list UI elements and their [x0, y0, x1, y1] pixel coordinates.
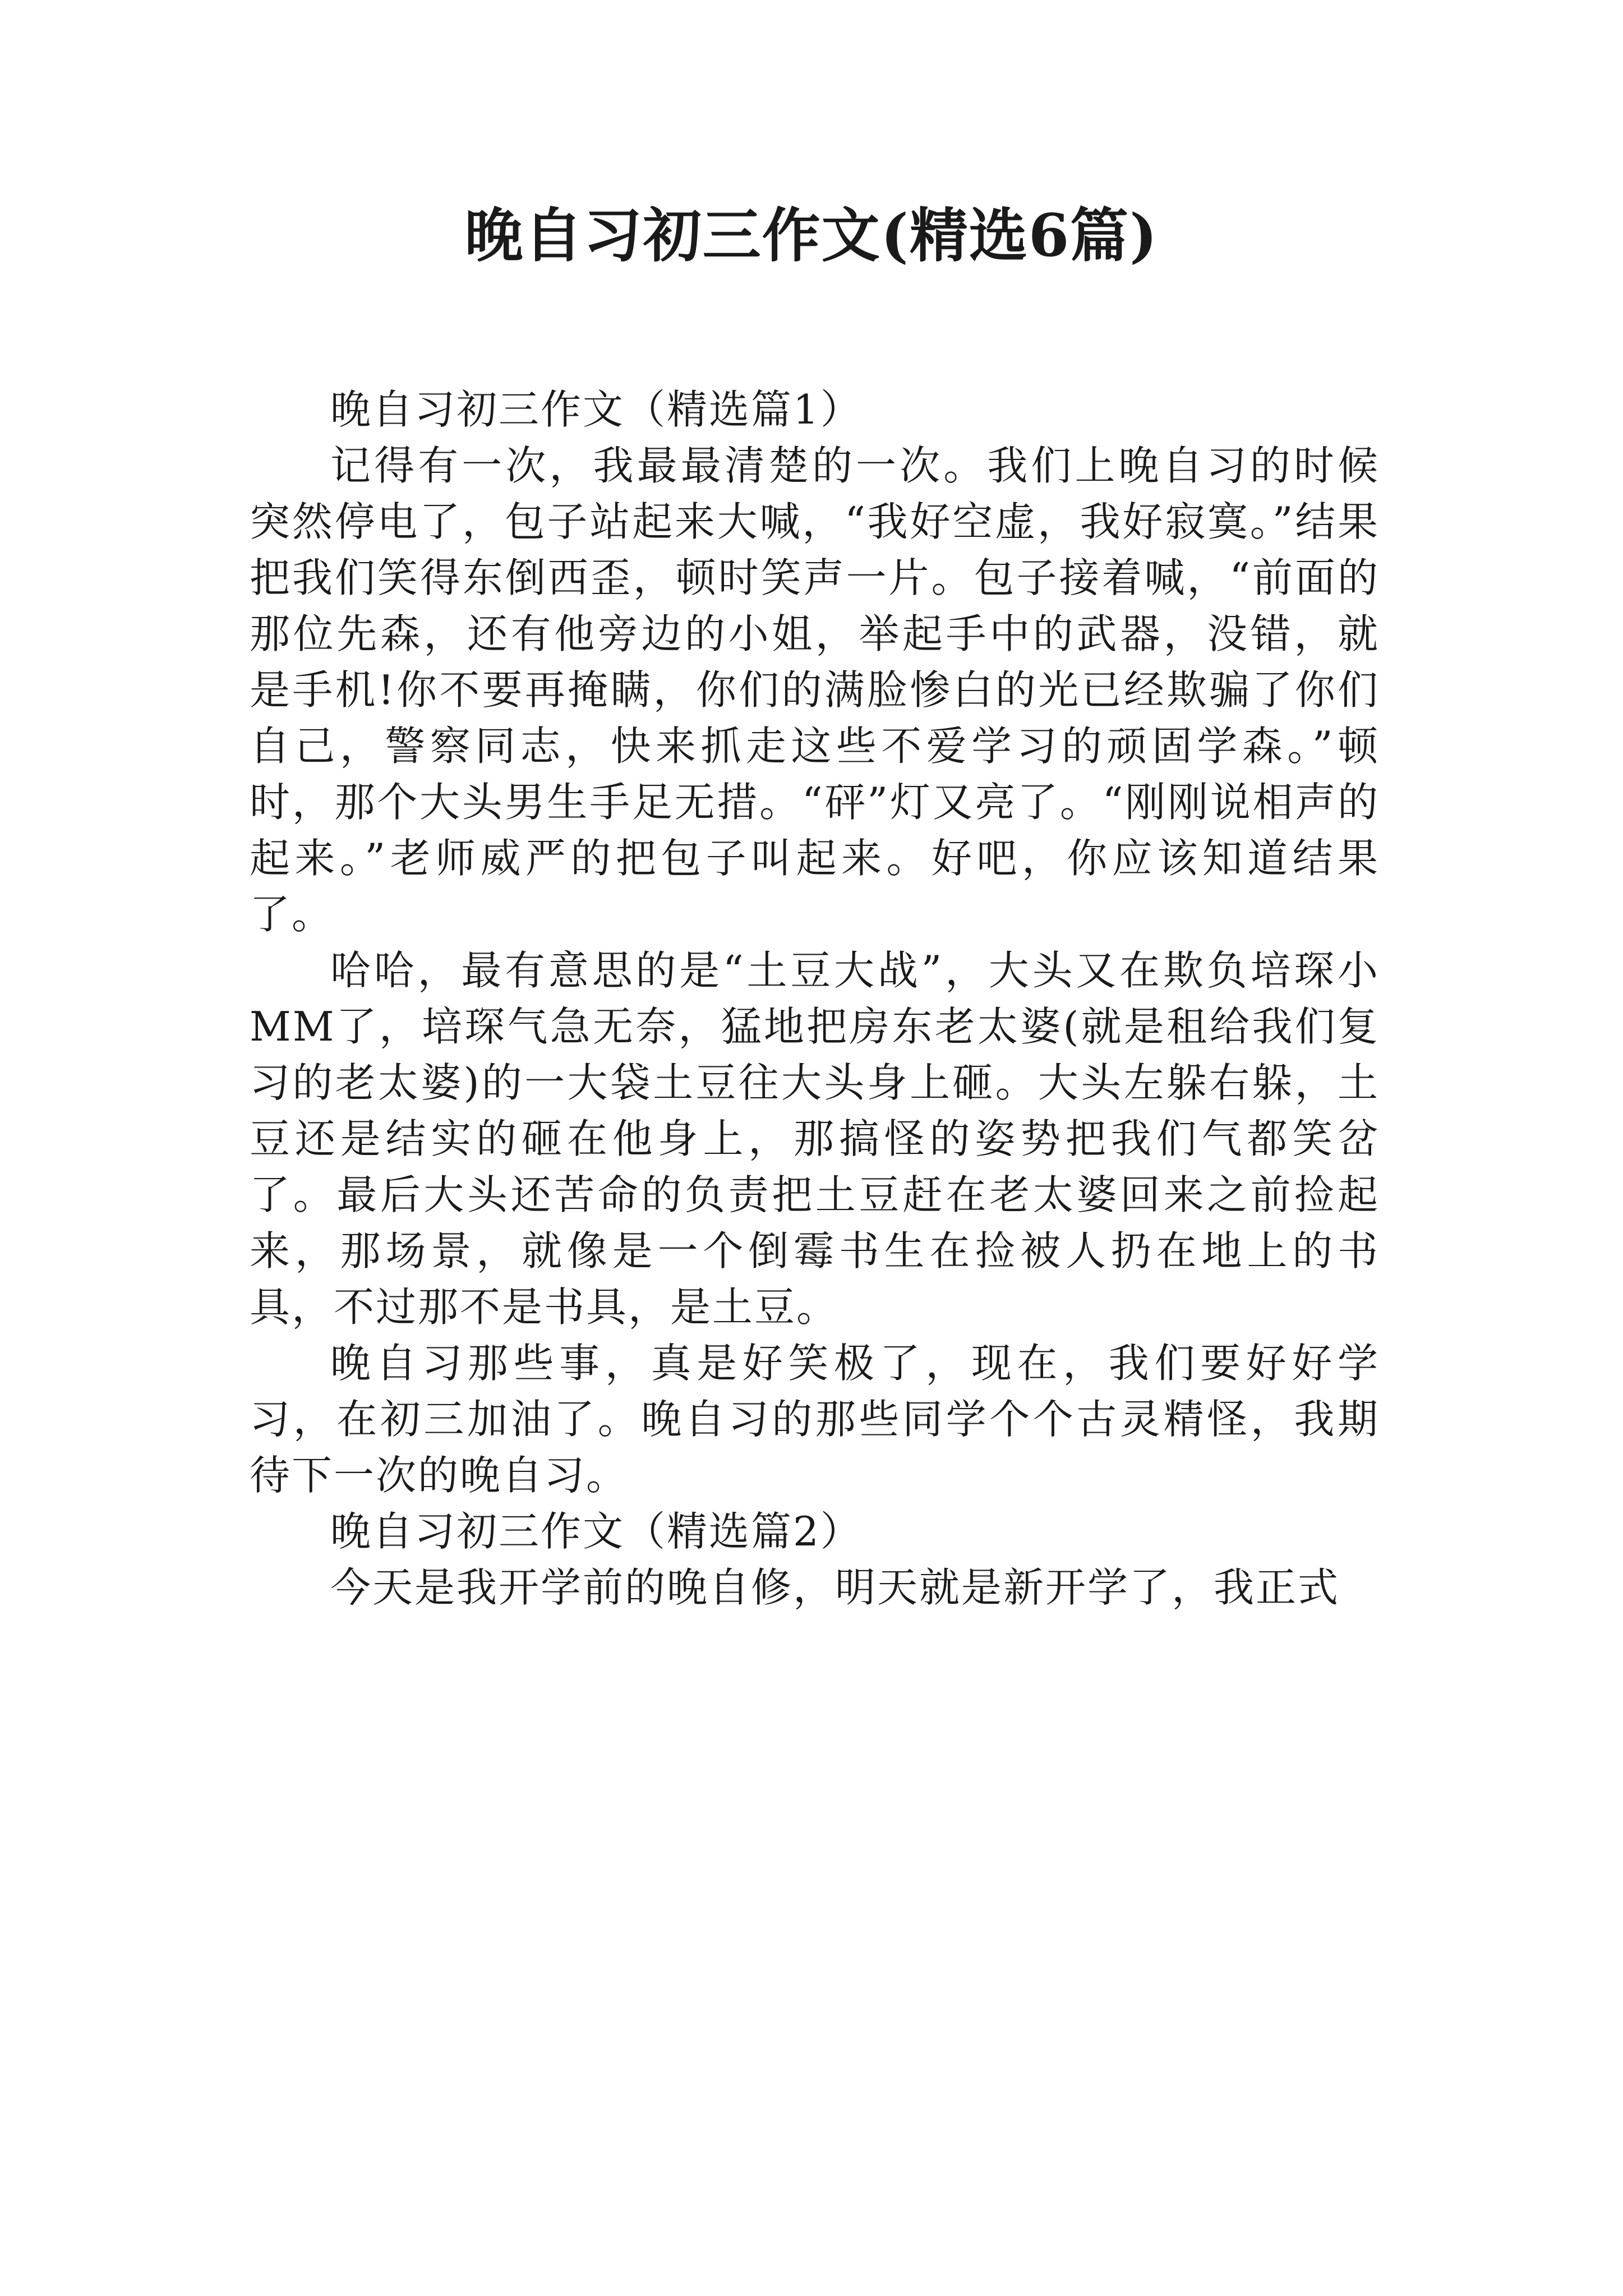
- paragraph: 记得有一次，我最最清楚的一次。我们上晚自习的时候突然停电了，包子站起来大喊，“我好空虚，我好寂寞。”结果把我们笑得东倒西歪，顿时笑声一片。包子接着喊，“前面的那位先森，还有他旁边的小姐，举起手中的武器，没错，就是手机!你不要再掩瞒，你们的满脸惨白的光已经欺骗了你们自己，警察同志，快来抓走这些不爱学习的顽固学森。”顿时，那个大头男生手足无措。“砰”灯又亮了。“刚刚说相声的起来。”老师威严的把包子叫起来。好吧，你应该知道结果了。: [250, 442, 1380, 938]
- section-heading-2: 晚自习初三作文（精选篇2）: [330, 1508, 863, 1555]
- paragraph: 晚自习那些事，真是好笑极了，现在，我们要好好学习，在初三加油了。晚自习的那些同学个个古灵精怪，我期待下一次的晚自习。: [250, 1340, 1380, 1499]
- document-body: [250, 381, 1380, 1616]
- paragraph: 今天是我开学前的晚自修，明天就是新开学了，我正式: [330, 1564, 1340, 1611]
- document-title: 晚自习初三作文(精选6篇): [464, 201, 1159, 270]
- paragraph: 哈哈，最有意思的是“土豆大战”，大头又在欺负培琛小MM了，培琛气急无奈，猛地把房东老太婆(就是租给我们复习的老太婆)的一大袋土豆往大头身上砸。大头左躲右躲，土豆还是结实的砸在他身上，那搞怪的姿势把我们气都笑岔了。最后大头还苦命的负责把土豆赶在老太婆回来之前捡起来，那场景，就像是一个倒霉书生在捡被人扔在地上的书具，不过那不是书具，是土豆。: [250, 947, 1380, 1331]
- section-heading-1: 晚自习初三作文（精选篇1）: [330, 386, 863, 433]
